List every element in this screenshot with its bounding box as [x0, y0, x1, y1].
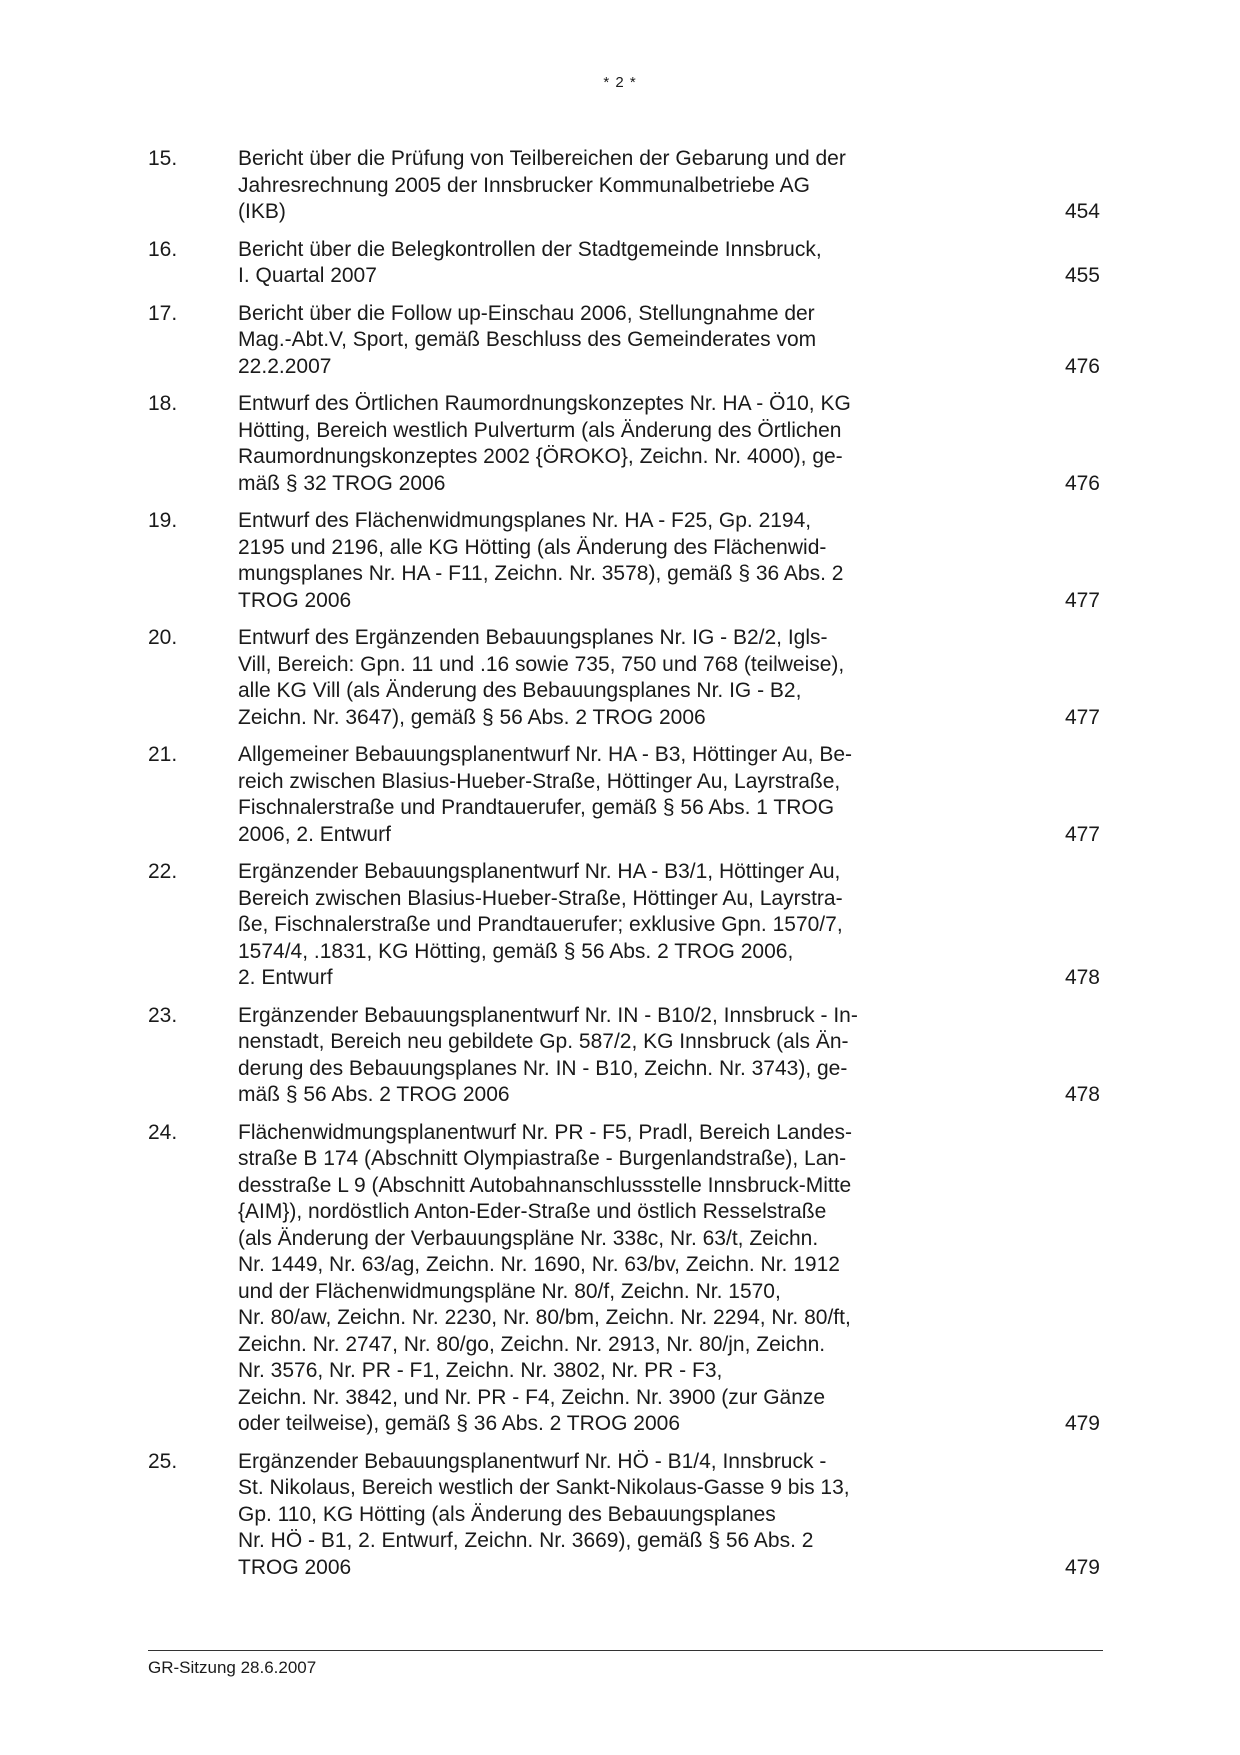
agenda-item-number: 17. — [148, 301, 178, 325]
agenda-list — [148, 146, 1100, 1592]
agenda-item-number: 15. — [148, 147, 178, 170]
footer-divider — [148, 1650, 1103, 1651]
agenda-item-text: Flächenwidmungsplanentwurf Nr. PR - F5, Pradl, Bereich Landes- straße B 174 (Abschnitt Olympiastraße - Burgenlandstraße), Lan- desstraße L 9 (Abschnitt Autobahnanschlussstelle Innsbruck-Mitte {AIM}), nordöstlich Anton-Eder-Straße und östlich Resselstraße (als Änderung der Verbauungspläne Nr. 338c, Nr. 63/t, Zeichn. Nr. 1449, Nr. 63/ag, Zeichn. Nr. 1690, Nr. 63/bv, Zeichn. Nr. 1912 und der Flächenwidmungspläne Nr. 80/f, Zeichn. Nr. 1570, Nr. 80/aw, Zeichn. Nr. 2230, Nr. 80/bm, Zeichn. Nr. 2294, Nr. 80/ft, Zeichn. Nr. 2747, Nr. 80/go, Zeichn. Nr. 2913, Nr. 80/jn, Zeichn. Nr. 3576, Nr. PR - F1, Zeichn. Nr. 3802, Nr. PR - F3, Zeichn. Nr. 3842, und Nr. PR - F4, Zeichn. Nr. 3900 (zur Gänze oder teilweise), gemäß § 36 Abs. 2 TROG 2006 — [238, 1120, 852, 1435]
agenda-item — [148, 1120, 1100, 1438]
agenda-item-text: Bericht über die Belegkontrollen der Stadtgemeinde Innsbruck, I. Quartal 2007 — [238, 237, 822, 287]
agenda-item-text: Ergänzender Bebauungsplanentwurf Nr. IN - B10/2, Innsbruck - In- nenstadt, Bereich neu gebildete Gp. 587/2, KG Innsbruck (als Än- derung des Bebauungsplanes Nr. IN - B10, Zeichn. Nr. 3743), ge- mäß § 56 Abs. 2 TROG 2006 — [238, 1003, 858, 1106]
agenda-item — [148, 237, 1100, 290]
agenda-item — [148, 625, 1100, 731]
agenda-item-number: 23. — [148, 1003, 178, 1027]
agenda-item-page: 476 — [1064, 354, 1100, 378]
agenda-item-number: 18. — [148, 392, 178, 415]
agenda-item-text: Entwurf des Örtlichen Raumordnungskonzeptes Nr. HA - Ö10, KG Hötting, Bereich westlich Pulverturm (als Änderung des Örtlichen Raumordnungskonzeptes 2002 {ÖROKO}, Zeichn. Nr. 4000), ge- mäß § 32 TROG 2006 — [238, 392, 851, 495]
agenda-item-number: 21. — [148, 743, 178, 766]
agenda-item-text: Entwurf des Ergänzenden Bebauungsplanes Nr. IG - B2/2, Igls- Vill, Bereich: Gpn. 11 und .16 sowie 735, 750 und 768 (teilweise), alle KG Vill (als Änderung des Bebauungsplanes Nr. IG - B2, Zeichn. Nr. 3647), gemäß § 56 Abs. 2 TROG 2006 — [238, 626, 845, 729]
agenda-item-page: 455 — [1064, 264, 1100, 287]
agenda-item-number: 24. — [148, 1120, 178, 1144]
agenda-item-page: 454 — [1064, 200, 1100, 223]
agenda-item — [148, 301, 1100, 381]
agenda-item-text: Entwurf des Flächenwidmungsplanes Nr. HA - F25, Gp. 2194, 2195 und 2196, alle KG Hötting (als Änderung des Flächenwid- mungsplanes Nr. HA - F11, Zeichn. Nr. 3578), gemäß § 36 Abs. 2 TROG 2006 — [238, 509, 844, 612]
agenda-item-page: 479 — [1064, 1412, 1100, 1435]
agenda-item-page: 477 — [1064, 705, 1100, 729]
agenda-item — [148, 391, 1100, 497]
agenda-item — [148, 859, 1100, 992]
agenda-item-page: 478 — [1064, 966, 1100, 989]
agenda-item-number: 22. — [148, 860, 178, 883]
footer-session-label: GR-Sitzung 28.6.2007 — [148, 1658, 317, 1677]
agenda-item — [148, 1449, 1100, 1582]
agenda-item-text: Bericht über die Follow up-Einschau 2006, Stellungnahme der Mag.-Abt.V, Sport, gemäß Beschluss des Gemeinderates vom 22.2.2007 — [238, 301, 817, 378]
agenda-item — [148, 508, 1100, 614]
agenda-item-text: Bericht über die Prüfung von Teilbereichen der Gebarung und der Jahresrechnung 2005 der Innsbrucker Kommunalbetriebe AG (IKB) — [238, 147, 846, 223]
agenda-item-page: 477 — [1064, 822, 1100, 846]
agenda-item-number: 19. — [148, 509, 178, 532]
agenda-item-page: 477 — [1064, 588, 1100, 612]
page-number: * 2 * — [603, 74, 637, 91]
agenda-item — [148, 1003, 1100, 1109]
agenda-item-number: 20. — [148, 626, 178, 649]
agenda-item-number: 25. — [148, 1449, 178, 1473]
agenda-item-page: 478 — [1064, 1083, 1100, 1106]
agenda-item-number: 16. — [148, 237, 178, 261]
agenda-item — [148, 146, 1100, 226]
agenda-item-text: Ergänzender Bebauungsplanentwurf Nr. HÖ - B1/4, Innsbruck - St. Nikolaus, Bereich westlich der Sankt-Nikolaus-Gasse 9 bis 13, Gp. 110, KG Hötting (als Änderung des Bebauungsplanes Nr. HÖ - B1, 2. Entwurf, Zeichn. Nr. 3669), gemäß § 56 Abs. 2 TROG 2006 — [238, 1449, 850, 1579]
agenda-item-text: Allgemeiner Bebauungsplanentwurf Nr. HA - B3, Höttinger Au, Be- reich zwischen Blasius-Hueber-Straße, Höttinger Au, Layrstraße, Fischnalerstraße und Prandtauerufer, gemäß § 56 Abs. 1 TROG 2006, 2. Entwurf — [238, 743, 853, 846]
agenda-item-page: 476 — [1064, 471, 1100, 495]
agenda-item-page: 479 — [1064, 1555, 1100, 1579]
agenda-item-text: Ergänzender Bebauungsplanentwurf Nr. HA - B3/1, Höttinger Au, Bereich zwischen Blasius-Hueber-Straße, Höttinger Au, Layrstra- ße, Fischnalerstraße und Prandtauerufer; exklusive Gpn. 1570/7, 1574/4, .1831, KG Hötting, gemäß § 56 Abs. 2 TROG 2006, 2. Entwurf — [238, 860, 843, 989]
agenda-item — [148, 742, 1100, 848]
